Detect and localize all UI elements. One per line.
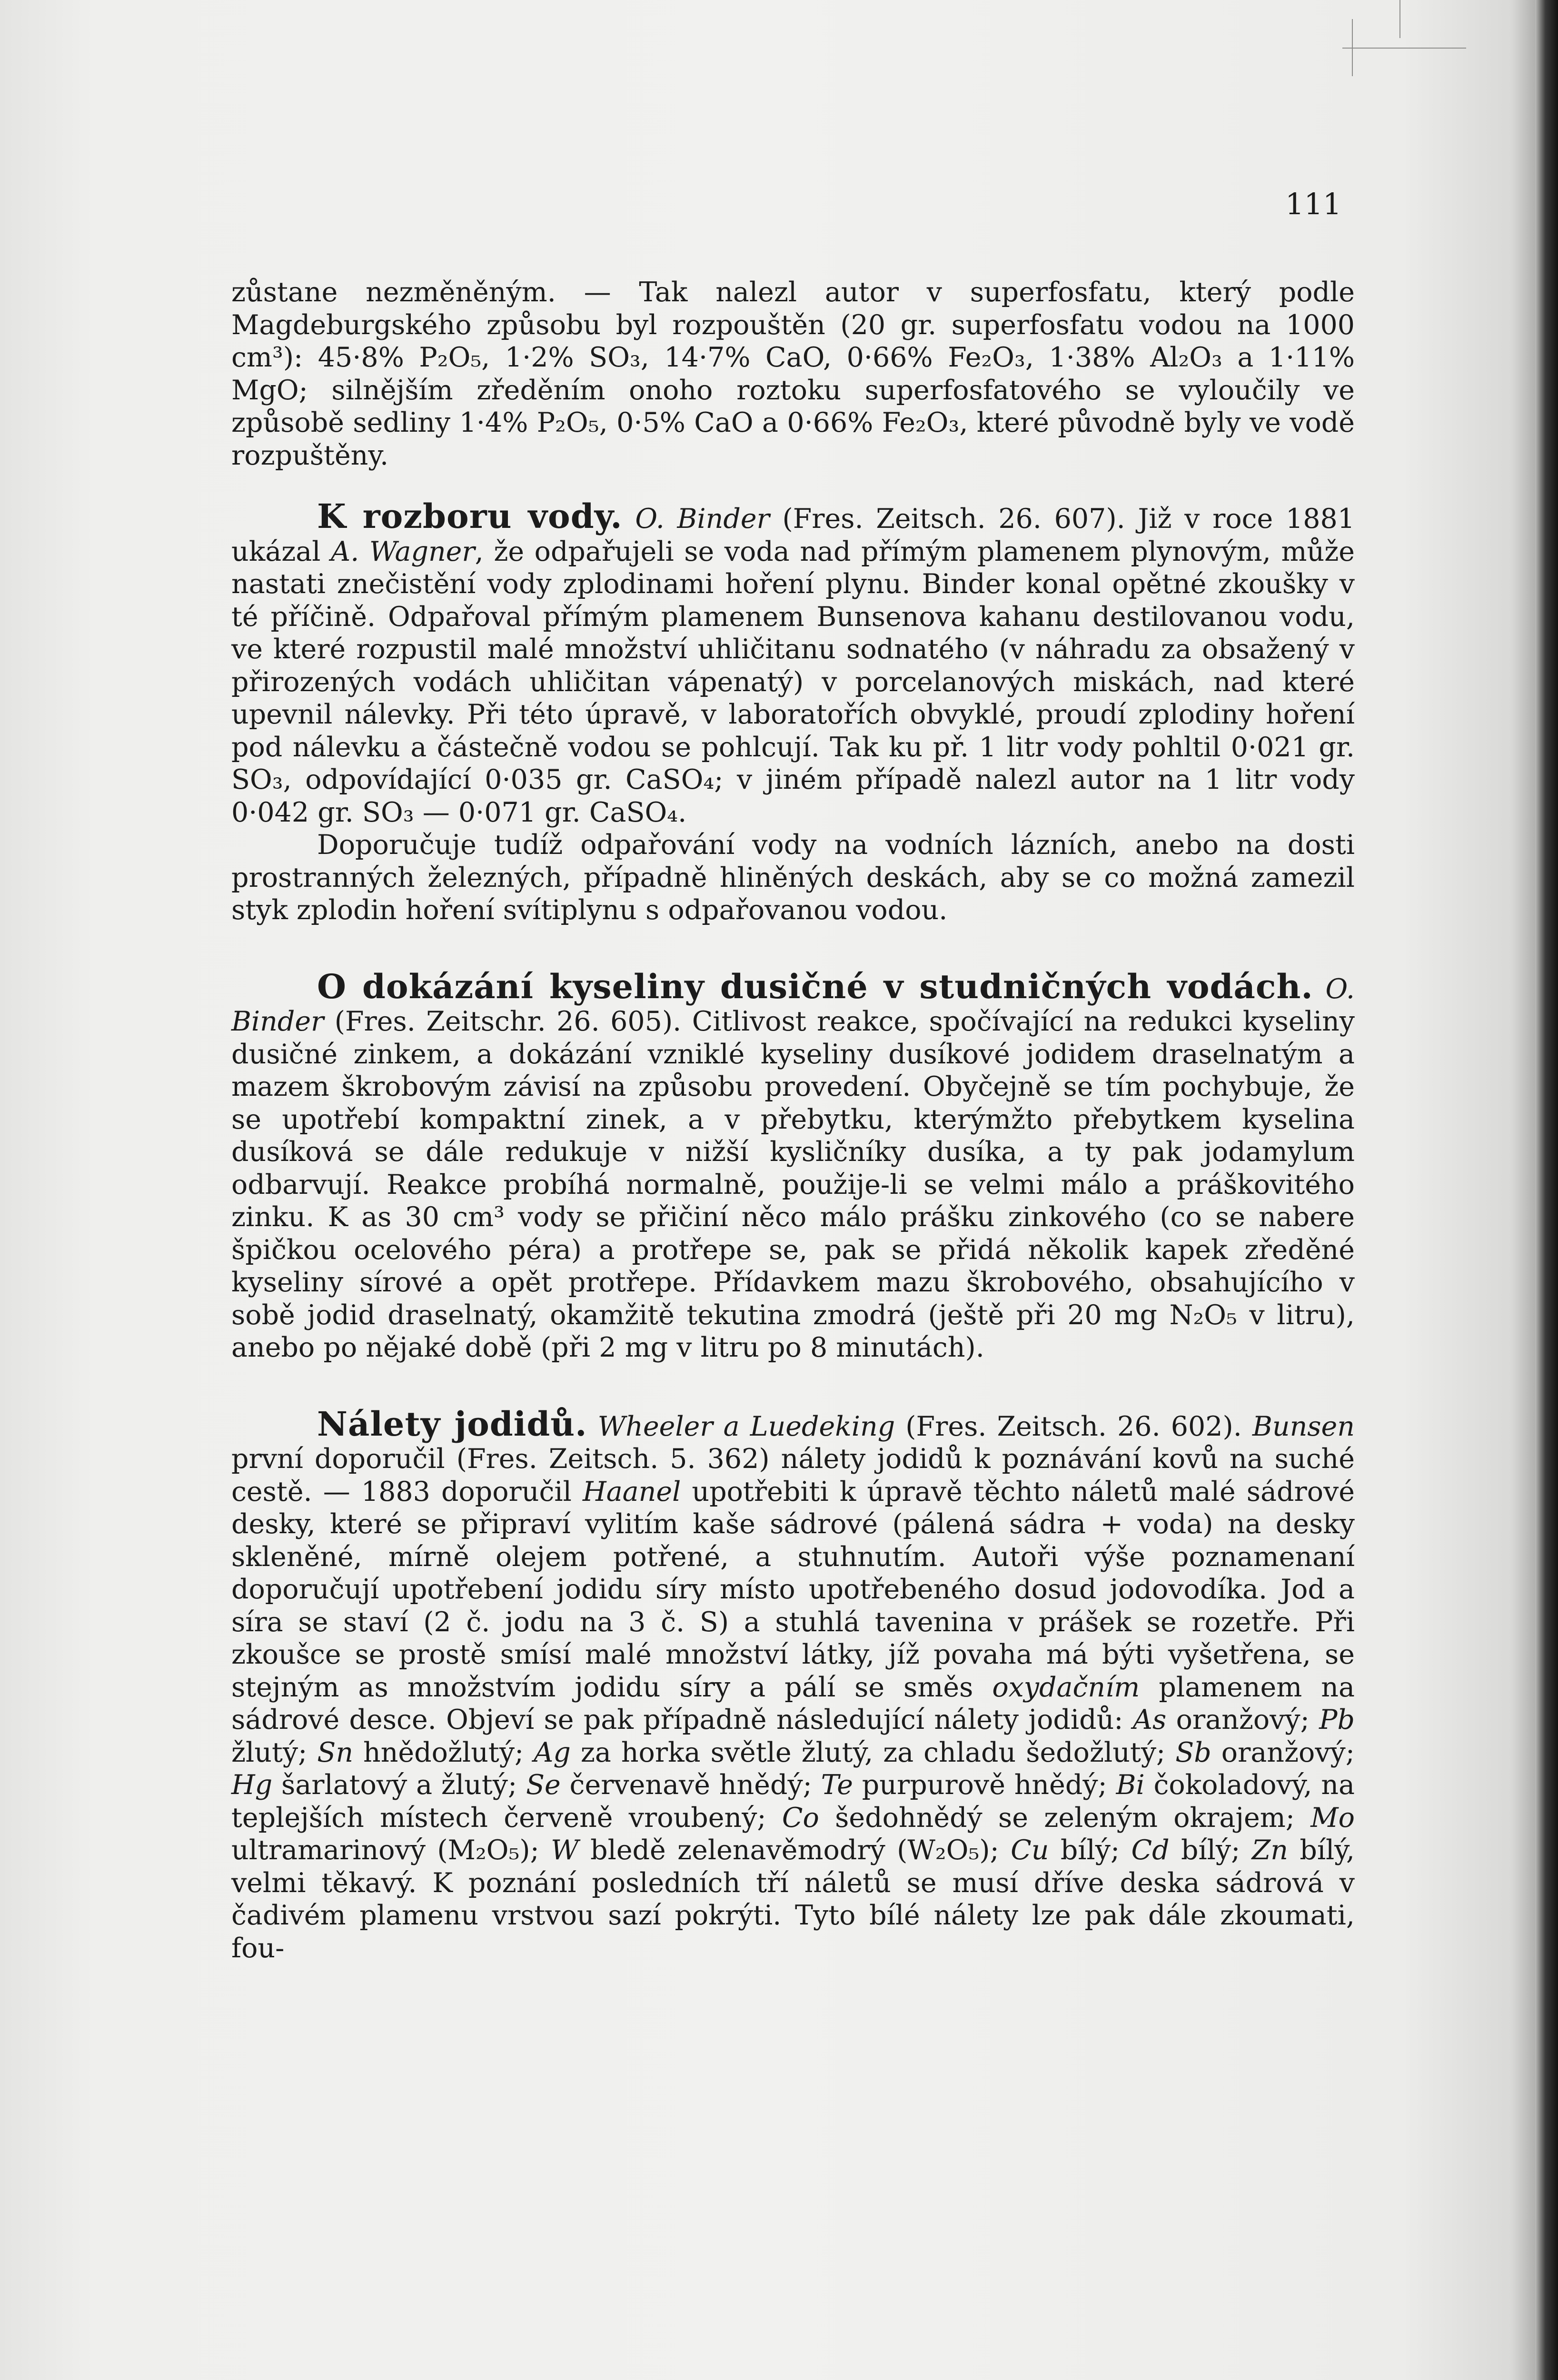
element-description: šedohnědý se zeleným okrajem; [835, 1802, 1295, 1834]
author-name: Haanel [582, 1476, 681, 1507]
author-name: O. Binder [635, 503, 770, 535]
element-description: bílý, velmi těkavý. [231, 1835, 1355, 1899]
element-symbol: Se [526, 1769, 561, 1801]
element-symbol: Co [782, 1802, 819, 1834]
element-symbol: Cu [1011, 1835, 1049, 1866]
element-description: purpurově hnědý; [862, 1769, 1107, 1801]
citation: (Fres. Zeitsch. 26. 602). [905, 1410, 1242, 1442]
element-symbol: Bi [1116, 1769, 1145, 1801]
body-text: upotřebiti k úpravě těchto náletů malé sádrové desky, které se připraví vylitím kaše sádrové (pálená sádra + voda) na desky skleněné, mírně olejem potřené, a stuhnutím. Autoři výše poznamenaní doporučují upotřebení jodidu síry místo upotřebeného dosud jodovodíka. Jod a síra se staví (2 č. jodu na 3 č. S) a stuhlá tavenina v prášek se rozetře. Při zkoušce se prostě smísí malé množství látky, jíž povaha má býti vyšetřena, se stejným as množstvím jodidu síry a pálí se směs [231, 1476, 1355, 1703]
section-water-analysis [231, 496, 1355, 829]
citation: (Fres. Zeitschr. 26. 605). [334, 1006, 682, 1037]
element-symbol: Sb [1175, 1736, 1211, 1768]
author-name: Bunsen [1252, 1410, 1355, 1442]
author-name: A. Wagner [331, 536, 475, 567]
element-symbol: Ag [534, 1736, 571, 1768]
element-description: za horka světle žlutý, za chladu šedožlutý; [580, 1736, 1166, 1768]
element-description: žlutý; [231, 1736, 308, 1768]
element-description: oranžový; [1221, 1736, 1355, 1768]
element-description: bílý; [1181, 1835, 1240, 1866]
element-symbol: W [551, 1835, 579, 1866]
element-description: bledě zelenavěmodrý (W₂O₅); [590, 1835, 999, 1866]
continuation-paragraph: zůstane nezměněným. — Tak nalezl autor v superfosfatu, který podle Magdeburgského způsobu byl rozpouštěn (20 gr. superfosfatu vodou na 1000 cm³): 45·8% P₂O₅, 1·2% SO₃, 14·7% CaO, 0·66% Fe₂O₃, 1·38% Al₂O₃ a 1·11% MgO; silnějším zředěním onoho roztoku superfosfatového se vyloučily ve způsobě sedliny 1·4% P₂O₅, 0·5% CaO a 0·66% Fe₂O₃, které původně byly ve vodě rozpuštěny. [231, 277, 1355, 471]
emphasis: oxydačním [992, 1671, 1140, 1703]
author-name: O. Binder [231, 973, 1355, 1037]
author-name: Wheeler a Luedeking [597, 1410, 895, 1442]
section-nitric-acid [231, 966, 1355, 1364]
element-description: bílý; [1060, 1835, 1120, 1866]
element-description: čokoladový, na teplejších místech červeně vroubený; [231, 1769, 1355, 1834]
body-text: K poznání posledních tří náletů se musí dříve deska sádrová v čadivém plamenu vrstvou sazí pokrýti. Tyto bílé nálety lze pak dále zkoumati, fou- [231, 1867, 1355, 1964]
section-heading: K rozboru vody. [317, 496, 623, 536]
element-symbol: Hg [231, 1769, 273, 1801]
scan-artifacts [1342, 0, 1509, 86]
element-symbol: Cd [1131, 1835, 1170, 1866]
section-iodide-films [231, 1404, 1355, 1965]
citation: (Fres. Zeitsch. 26. 607). [782, 503, 1125, 535]
element-symbol: Pb [1319, 1704, 1355, 1735]
body-text: plamenem na sádrové desce. Objeví se pak případně následující nálety jodidů: [231, 1671, 1355, 1735]
page-edge-shadow [1535, 0, 1558, 2380]
element-symbol: As [1132, 1704, 1167, 1735]
section-heading: Nálety jodidů. [317, 1404, 587, 1444]
paragraph: Doporučuje tudíž odpařování vody na vodních lázních, anebo na dosti prostranných železných, případně hliněných deskách, aby se co možná zamezil styk zplodin hoření svítiplynu s odpařovanou vodou. [231, 829, 1355, 926]
body-text: Citlivost reakce, spočívající na redukci kyseliny dusičné zinkem, a dokázání vzniklé kyseliny dusíkové jodidem draselnatým a mazem škrobovým závisí na způsobu provedení. Obyčejně se tím pochybuje, že se upotřebí kompaktní zinek, a v přebytku, kterýmžto přebytkem kyselina dusíková se dále redukuje v nižší kysličníky dusíka, a ty pak jodamylum odbarvují. Reakce probíhá normalně, použije-li se velmi málo a práškovitého zinku. K as 30 cm³ vody se přičiní něco málo prášku zinkového (co se nabere špičkou ocelového péra) a protřepe se, pak se přidá několik kapek zředěné kyseliny sírové a opět protřepe. Přídavkem mazu škrobového, obsahujícího v sobě jodid draselnatý, okamžitě tekutina zmodrá (ještě při 20 mg N₂O₅ v litru), anebo po nějaké době (při 2 mg v litru po 8 minutách). [231, 1006, 1355, 1363]
page-content [231, 276, 1355, 1964]
body-text: první doporučil (Fres. Zeitsch. 5. 362) nálety jodidů k poznávání kovů na suché cestě. — 1883 doporučil [231, 1443, 1355, 1507]
element-description: oranžový; [1176, 1704, 1310, 1735]
element-description: šarlatový a žlutý; [281, 1769, 517, 1801]
section-heading: O dokázání kyseliny dusičné v studničných vodách. [317, 966, 1313, 1006]
element-symbol: Te [821, 1769, 853, 1801]
element-description: ultramarinový (M₂O₅); [231, 1835, 539, 1866]
element-symbol: Sn [317, 1736, 354, 1768]
element-description: červenavě hnědý; [569, 1769, 812, 1801]
element-symbol: Mo [1310, 1802, 1355, 1834]
element-description: hnědožlutý; [363, 1736, 524, 1768]
body-text: , že odpařujeli se voda nad přímým plamenem plynovým, může nastati znečistění vody zplodinami hoření plynu. Binder konal opětné zkoušky v té příčině. Odpařoval přímým plamenem Bunsenova kahanu destilovanou vodu, ve které rozpustil malé množství uhličitanu sodnatého (v náhradu za obsažený v přirozených vodách uhličitan vápenatý) v porcelanových miskách, nad které upevnil nálevky. Při této úpravě, v laboratořích obvyklé, proudí zplodiny hoření pod nálevku a částečně vodou se pohlcují. Tak ku př. 1 litr vody pohltil 0·021 gr. SO₃, odpovídající 0·035 gr. CaSO₄; v jiném případě nalezl autor na 1 litr vody 0·042 gr. SO₃ — 0·071 gr. CaSO₄. [231, 536, 1355, 828]
element-symbol: Zn [1251, 1835, 1288, 1866]
page-number: 111 [1285, 187, 1342, 221]
body-text: Již v roce 1881 ukázal [231, 503, 1355, 567]
